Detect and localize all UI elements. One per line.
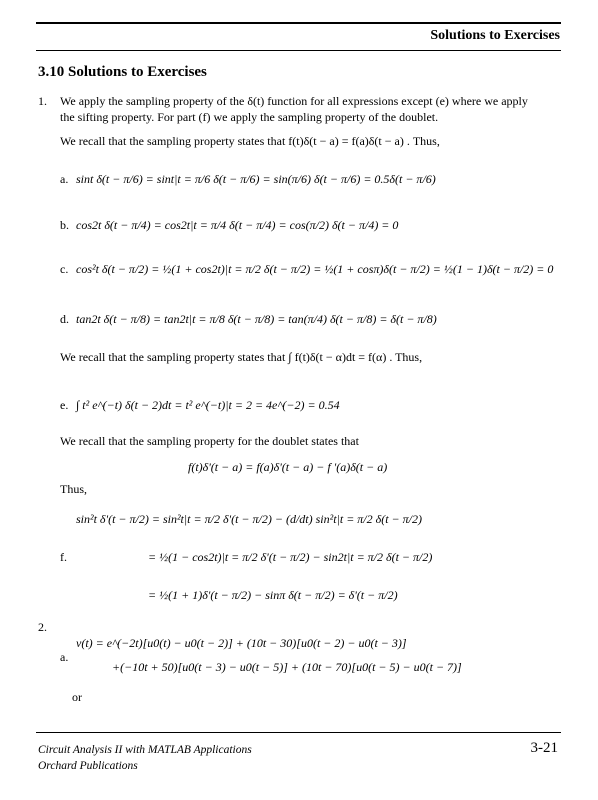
problem-2-number: 2. — [38, 620, 47, 634]
part-d-label: d. — [60, 312, 69, 326]
footer-publisher: Orchard Publications — [38, 760, 138, 772]
part-c-equation: cos²t δ(t − π/2) = ½(1 + cos2t)|t = π/2 δ(t − π/2) = ½(1 + cosπ)δ(t − π/2) = ½(1 − 1)δ(t − π/2) = 0 — [76, 262, 554, 276]
problem-1-intro-line-1: We apply the sampling property of the δ(t) function for all expressions except (e) where we apply — [60, 94, 528, 108]
part-b-equation: cos2t δ(t − π/4) = cos2t|t = π/4 δ(t − π/4) = cos(π/2) δ(t − π/4) = 0 — [76, 218, 399, 232]
part-e-label: e. — [60, 398, 69, 412]
problem-1-number: 1. — [38, 94, 47, 108]
part-a-equation: sint δ(t − π/6) = sint|t = π/6 δ(t − π/6) = sin(π/6) δ(t − π/6) = 0.5δ(t − π/6) — [76, 172, 436, 186]
doublet-equation: f(t)δ'(t − a) = f(a)δ'(t − a) − f '(a)δ(t − a) — [188, 460, 388, 474]
part-a-label: a. — [60, 172, 69, 186]
header-top-rule — [36, 22, 561, 24]
footer-rule — [36, 732, 561, 733]
sampling-property-statement: We recall that the sampling property states that f(t)δ(t − a) = f(a)δ(t − a) . Thus, — [60, 134, 440, 148]
problem-1-intro-line-2: the sifting property. For part (f) we apply the sampling property of the doublet. — [60, 110, 439, 124]
part-f-equation-line-3: = ½(1 + 1)δ'(t − π/2) − sinπ δ(t − π/2) = δ'(t − π/2) — [148, 588, 398, 602]
sifting-property-statement: We recall that the sampling property states that ∫ f(t)δ(t − α)dt = f(α) . Thus, — [60, 350, 423, 364]
part-f-equation-line-2: = ½(1 − cos2t)|t = π/2 δ'(t − π/2) − sin2t|t = π/2 δ(t − π/2) — [148, 550, 433, 564]
part-c-label: c. — [60, 262, 69, 276]
page-number: 3-21 — [530, 740, 558, 756]
footer-book-info — [38, 742, 252, 774]
doublet-property-statement: We recall that the sampling property for the doublet states that — [60, 434, 359, 448]
footer-book-title: Circuit Analysis II with MATLAB Applications — [38, 744, 252, 756]
part-e-equation: ∫ t² e^(−t) δ(t − 2)dt = t² e^(−t)|t = 2 = 4e^(−2) = 0.54 — [76, 398, 340, 412]
part-b-label: b. — [60, 218, 69, 232]
problem-2-part-a-label: a. — [60, 650, 69, 664]
thus-text: Thus, — [60, 482, 87, 496]
running-header-title: Solutions to Exercises — [430, 28, 560, 43]
section-title: 3.10 Solutions to Exercises — [38, 64, 207, 80]
problem-2-equation-line-1: v(t) = e^(−2t)[u0(t) − u0(t − 2)] + (10t − 30)[u0(t − 2) − u0(t − 3)] — [76, 636, 407, 650]
part-f-label: f. — [60, 550, 67, 564]
part-f-equation-line-1: sin²t δ'(t − π/2) = sin²t|t = π/2 δ'(t − π/2) − (d/dt) sin²t|t = π/2 δ(t − π/2) — [76, 512, 422, 526]
part-d-equation: tan2t δ(t − π/8) = tan2t|t = π/8 δ(t − π/8) = tan(π/4) δ(t − π/8) = δ(t − π/8) — [76, 312, 437, 326]
or-text: or — [72, 690, 82, 704]
problem-2-equation-line-2: +(−10t + 50)[u0(t − 3) − u0(t − 5)] + (10t − 70)[u0(t − 5) − u0(t − 7)] — [112, 660, 462, 674]
header-bottom-rule — [36, 50, 561, 51]
